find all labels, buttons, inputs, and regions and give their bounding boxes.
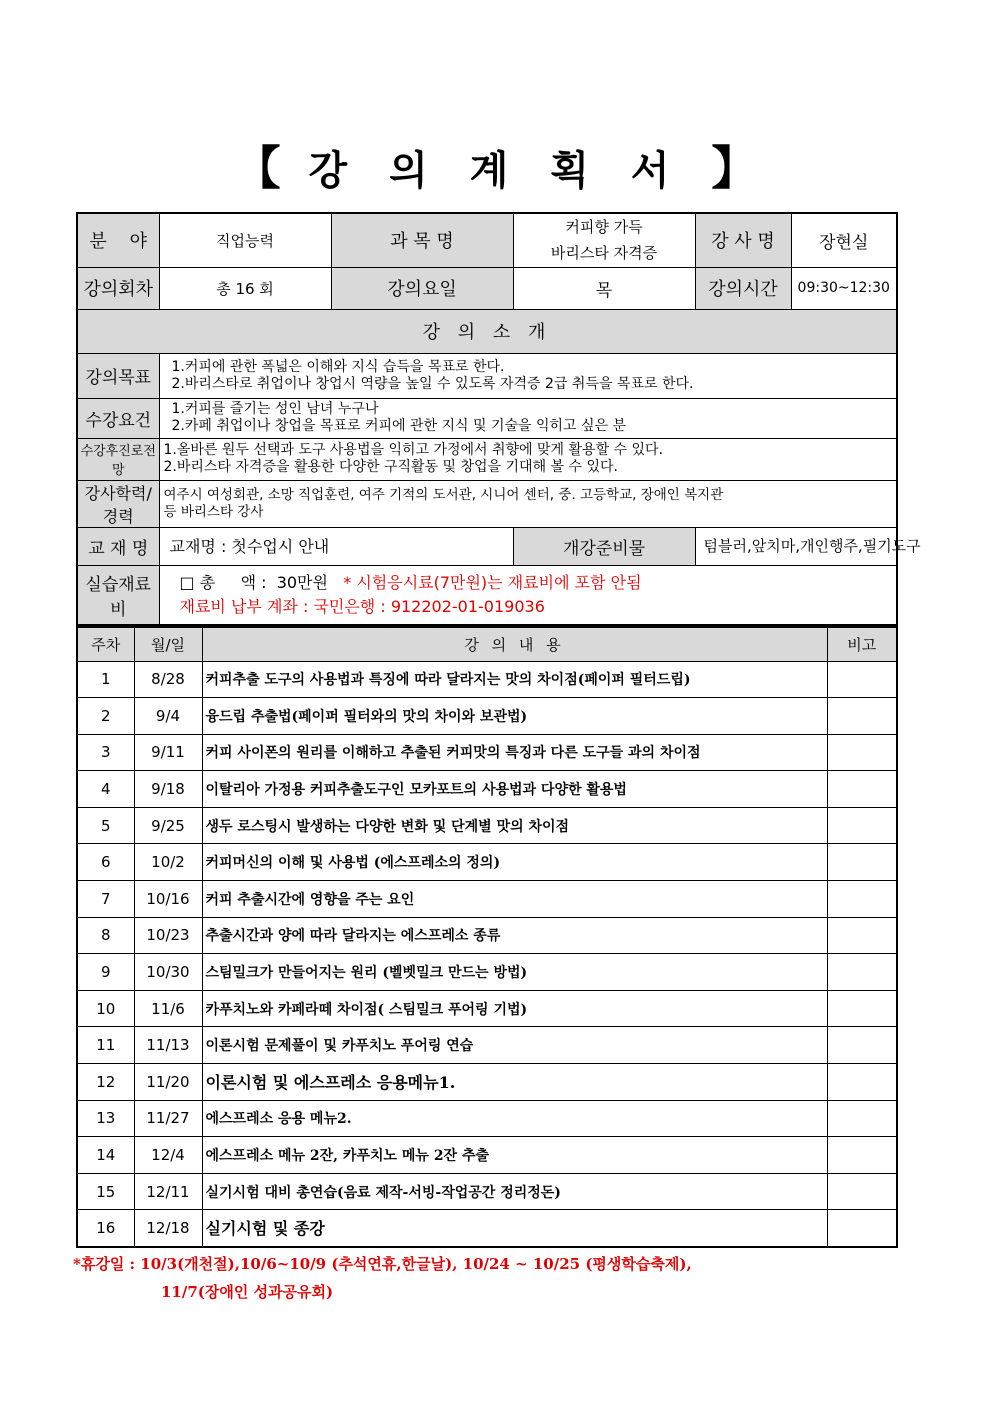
prep-label: 개강준비물 <box>513 527 695 565</box>
prep-value: 텀블러,앞치마,개인행주,필기도구 <box>695 527 897 565</box>
goal-line-1: 1.커피에 관한 폭넓은 이해와 지식 습득을 목표로 한다. <box>171 358 505 375</box>
date-cell: 10/16 <box>134 881 202 918</box>
table-row <box>77 881 897 918</box>
content-cell: 커피머신의 이해 및 사용법 (에스프레소의 정의) <box>202 844 827 881</box>
textbook-value: 교재명 : 첫수업시 안내 <box>159 527 513 565</box>
header-date: 월/일 <box>134 627 202 661</box>
date-cell: 11/27 <box>134 1100 202 1137</box>
subject-value-line-1: 커피향 가득 <box>565 218 643 237</box>
requirements-line-2: 2.카페 취업이나 창업을 목표로 커피에 관한 지식 및 기술을 익히고 싶은 분 <box>171 418 627 434</box>
note-cell <box>827 1210 897 1247</box>
fee-text <box>159 565 897 625</box>
table-row <box>77 954 897 991</box>
holiday-note <box>73 1250 692 1306</box>
date-cell: 11/6 <box>134 990 202 1027</box>
content-cell: 추출시간과 양에 따라 달라지는 에스프레소 종류 <box>202 917 827 954</box>
content-cell: 에스프레소 응용 메뉴2. <box>202 1100 827 1137</box>
note-cell <box>827 734 897 771</box>
subject-value-line-2: 바리스타 자격증 <box>550 244 658 263</box>
content-cell: 커피 사이폰의 원리를 이해하고 추출된 커피맛의 특징과 다른 도구들 과의 차이점 <box>202 734 827 771</box>
date-cell: 12/11 <box>134 1173 202 1210</box>
note-cell <box>827 990 897 1027</box>
table-row <box>77 661 897 698</box>
week-cell: 10 <box>77 990 134 1027</box>
note-cell <box>827 1137 897 1174</box>
week-cell: 13 <box>77 1100 134 1137</box>
fee-label: 실습재료비 <box>77 565 159 625</box>
table-row <box>77 1100 897 1137</box>
note-cell <box>827 917 897 954</box>
career-line-2: 등 바리스타 강사 <box>163 503 264 520</box>
note-cell <box>827 771 897 808</box>
subject-value <box>513 213 695 267</box>
week-cell: 14 <box>77 1137 134 1174</box>
content-cell: 에스프레소 메뉴 2잔, 카푸치노 메뉴 2잔 추출 <box>202 1137 827 1174</box>
date-cell: 8/28 <box>134 661 202 698</box>
sessions-label: 강의회차 <box>77 267 159 309</box>
note-cell <box>827 1064 897 1101</box>
course-info-table <box>76 212 921 626</box>
outlook-label: 수강후진로전망 <box>77 438 159 480</box>
date-cell: 10/23 <box>134 917 202 954</box>
note-cell <box>827 844 897 881</box>
week-cell: 2 <box>77 698 134 735</box>
intro-heading: 강 의 소 개 <box>77 309 897 353</box>
week-cell: 15 <box>77 1173 134 1210</box>
schedule-body <box>77 661 897 1247</box>
outlook-line-2: 2.바리스타 자격증을 활용한 다양한 구직활동 및 창업을 기대해 볼 수 있다. <box>163 459 619 475</box>
goal-line-2: 2.바리스타로 취업이나 창업시 역량을 높일 수 있도록 자격증 2급 취득을 목표로 한다. <box>171 375 694 392</box>
week-cell: 11 <box>77 1027 134 1064</box>
note-cell <box>827 881 897 918</box>
requirements-label: 수강요건 <box>77 398 159 438</box>
field-label: 분 야 <box>77 213 159 267</box>
time-label: 강의시간 <box>695 267 791 309</box>
note-cell <box>827 1100 897 1137</box>
content-cell: 커피 추출시간에 영향을 주는 요인 <box>202 881 827 918</box>
fee-amount: □ 총 액 : 30만원 <box>179 572 328 592</box>
content-cell: 이론시험 및 에스프레소 응용메뉴1. <box>202 1064 827 1101</box>
content-cell: 실기시험 및 종강 <box>202 1210 827 1247</box>
date-cell: 11/13 <box>134 1027 202 1064</box>
table-row <box>77 807 897 844</box>
table-row <box>77 990 897 1027</box>
outlook-text <box>159 438 897 480</box>
header-week: 주차 <box>77 627 134 661</box>
date-cell: 11/20 <box>134 1064 202 1101</box>
content-cell: 이탈리아 가정용 커피추출도구인 모카포트의 사용법과 다양한 활용법 <box>202 771 827 808</box>
field-value: 직업능력 <box>159 213 331 267</box>
date-cell: 12/4 <box>134 1137 202 1174</box>
day-value: 목 <box>513 267 695 309</box>
week-cell: 1 <box>77 661 134 698</box>
week-cell: 12 <box>77 1064 134 1101</box>
content-cell: 커피추출 도구의 사용법과 특징에 따라 달라지는 맛의 차이점(페이퍼 필터드립) <box>202 661 827 698</box>
table-row <box>77 1027 897 1064</box>
content-cell: 생두 로스팅시 발생하는 다양한 변화 및 단계별 맛의 차이점 <box>202 807 827 844</box>
content-cell: 스팀밀크가 만들어지는 원리 (벨벳밀크 만드는 방법) <box>202 954 827 991</box>
note-cell <box>827 1173 897 1210</box>
note-cell <box>827 661 897 698</box>
fee-note: * 시험응시료(7만원)는 재료비에 포함 안됨 <box>343 572 642 592</box>
instructor-label: 강 사 명 <box>695 213 791 267</box>
week-cell: 16 <box>77 1210 134 1247</box>
table-row <box>77 1173 897 1210</box>
content-cell: 융드립 추출법(페이퍼 필터와의 맛의 차이와 보관법) <box>202 698 827 735</box>
requirements-line-1: 1.커피를 즐기는 성인 남녀 누구나 <box>171 401 379 417</box>
title-bracket-close: 】 <box>711 141 758 195</box>
header-content: 강 의 내 용 <box>202 627 827 661</box>
content-cell: 이론시험 문제풀이 및 카푸치노 푸어링 연습 <box>202 1027 827 1064</box>
week-cell: 9 <box>77 954 134 991</box>
week-cell: 6 <box>77 844 134 881</box>
subject-label: 과 목 명 <box>331 213 513 267</box>
time-value: 09:30~12:30 <box>791 267 897 309</box>
table-row <box>77 771 897 808</box>
fee-account: 재료비 납부 계좌 : 국민은행 : 912202-01-019036 <box>179 596 545 616</box>
schedule-table <box>76 626 898 1248</box>
note-cell <box>827 1027 897 1064</box>
instructor-value: 장현실 <box>791 213 897 267</box>
date-cell: 12/18 <box>134 1210 202 1247</box>
week-cell: 8 <box>77 917 134 954</box>
outlook-line-1: 1.올바른 원두 선택과 도구 사용법을 익히고 가정에서 취향에 맞게 활용할 수 있다. <box>163 442 664 458</box>
goal-label: 강의목표 <box>77 353 159 398</box>
week-cell: 4 <box>77 771 134 808</box>
date-cell: 10/30 <box>134 954 202 991</box>
career-line-1: 여주시 여성회관, 소망 직업훈련, 여주 기적의 도서관, 시니어 센터, 중. 고등학교, 장애인 복지관 <box>163 486 724 503</box>
career-label: 강사학력/경력 <box>77 480 159 527</box>
title-text: 강 의 계 획 서 <box>308 147 684 194</box>
table-row <box>77 1064 897 1101</box>
content-cell: 카푸치노와 카페라떼 차이점( 스팀밀크 푸어링 기법) <box>202 990 827 1027</box>
note-cell <box>827 807 897 844</box>
date-cell: 9/4 <box>134 698 202 735</box>
table-row <box>77 1210 897 1247</box>
week-cell: 3 <box>77 734 134 771</box>
header-note: 비고 <box>827 627 897 661</box>
note-cell <box>827 954 897 991</box>
week-cell: 5 <box>77 807 134 844</box>
sessions-value: 총 16 회 <box>159 267 331 309</box>
date-cell: 9/11 <box>134 734 202 771</box>
table-row <box>77 917 897 954</box>
goal-text <box>159 353 897 398</box>
date-cell: 9/25 <box>134 807 202 844</box>
content-cell: 실기시험 대비 총연습(음료 제작-서빙-작업공간 정리정돈) <box>202 1173 827 1210</box>
page-title <box>0 132 992 198</box>
career-text <box>159 480 897 527</box>
holiday-note-line-2: 11/7(장애인 성과공유회) <box>161 1283 334 1301</box>
requirements-text <box>159 398 897 438</box>
date-cell: 9/18 <box>134 771 202 808</box>
table-row <box>77 734 897 771</box>
table-row <box>77 844 897 881</box>
title-bracket-open: 【 <box>234 141 281 195</box>
day-label: 강의요일 <box>331 267 513 309</box>
table-row <box>77 1137 897 1174</box>
holiday-note-line-1: *휴강일 : 10/3(개천절),10/6~10/9 (추석연휴,한글날), 10/24 ~ 10/25 (평생학습축제), <box>73 1255 692 1273</box>
textbook-label: 교 재 명 <box>77 527 159 565</box>
note-cell <box>827 698 897 735</box>
table-row <box>77 698 897 735</box>
date-cell: 10/2 <box>134 844 202 881</box>
week-cell: 7 <box>77 881 134 918</box>
